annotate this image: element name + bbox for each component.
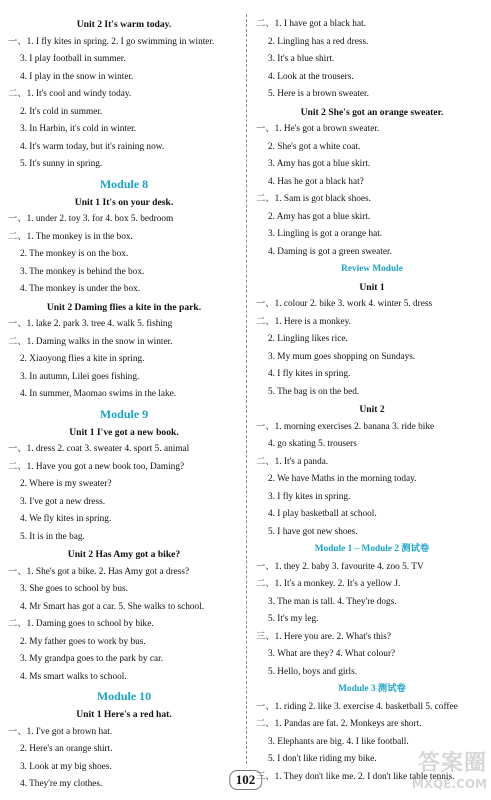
question-number: 二、 bbox=[8, 461, 27, 472]
answer-line: 3. The man is tall. 4. They're dogs. bbox=[268, 596, 397, 607]
answer-line bbox=[8, 459, 240, 477]
watermark-mark: 答案圈 bbox=[417, 751, 487, 776]
answer-line: 4. In summer, Maomao swims in the lake. bbox=[20, 389, 177, 399]
answer-line bbox=[256, 419, 488, 437]
answer-line bbox=[8, 34, 240, 52]
answer-line: 2. It's cold in summer. bbox=[20, 106, 103, 117]
question-number: 一、 bbox=[256, 299, 275, 309]
answer-line: 2. Here's an orange shirt. bbox=[20, 744, 113, 754]
answer-line: 3. Elephants are big. 4. I like football. bbox=[268, 736, 409, 747]
answer-text: 1. It's a panda. bbox=[274, 456, 329, 467]
answer-line: 3. The monkey is behind the box. bbox=[20, 266, 145, 277]
unit-heading: Unit 1 Here's a red hat. bbox=[76, 709, 172, 720]
answer-line: 2. Lingling likes rice. bbox=[268, 334, 348, 344]
answer-line: 3. Look at my big shoes. bbox=[20, 761, 112, 772]
section-heading: Module 3 测试卷 bbox=[338, 684, 406, 694]
answer-line: 4. Has he got a black hat? bbox=[268, 176, 364, 187]
unit-heading: Unit 1 bbox=[359, 281, 385, 293]
answer-line: 2. She's got a white coat. bbox=[268, 141, 361, 152]
question-number: 一、 bbox=[8, 726, 27, 737]
module-heading: Module 8 bbox=[99, 176, 149, 191]
question-number: 一、 bbox=[8, 36, 27, 47]
answer-text: 1. I fly kites in spring. 2. I go swimming in winter. bbox=[26, 36, 215, 47]
answer-line bbox=[8, 229, 240, 247]
question-number: 一、 bbox=[8, 566, 27, 577]
answer-line: 4. We fly kites in spring. bbox=[20, 514, 112, 524]
answer-line: 5. It's sunny in spring. bbox=[20, 159, 103, 169]
watermark-url: MXQE.COM bbox=[411, 777, 487, 791]
answer-line bbox=[8, 334, 240, 352]
answer-line bbox=[256, 121, 488, 139]
answer-text: 1. She's got a bike. 2. Has Amy got a dress? bbox=[26, 566, 190, 577]
answer-line: 4. go skating 5. trousers bbox=[268, 439, 357, 449]
answer-line bbox=[256, 769, 488, 787]
left-column bbox=[8, 16, 240, 794]
answer-line: 5. It is in the bag. bbox=[20, 531, 85, 542]
answer-line bbox=[256, 699, 488, 717]
answer-line bbox=[8, 316, 240, 334]
answer-line bbox=[8, 86, 240, 104]
answer-line bbox=[256, 314, 488, 332]
answer-text: 1. riding 2. like 3. exercise 4. basketball 5. coffee bbox=[274, 701, 458, 712]
answer-line bbox=[256, 191, 488, 209]
answer-line: 3. Lingling is got a orange hat. bbox=[268, 229, 383, 239]
answer-text: 1. It's cool and windy today. bbox=[26, 89, 132, 99]
question-number: 二、 bbox=[256, 194, 275, 204]
answer-line: 3. My mum goes shopping on Sundays. bbox=[268, 351, 416, 362]
answer-line: 4. I play in the snow in winter. bbox=[20, 71, 134, 82]
answer-line bbox=[256, 296, 488, 314]
answer-line: 4. I play basketball at school. bbox=[268, 509, 377, 519]
answer-line: 4. Daming is got a green sweater. bbox=[268, 246, 392, 257]
answer-line bbox=[8, 441, 240, 459]
module-heading: Module 10 bbox=[96, 689, 152, 703]
section-heading: Module 1 – Module 2 测试卷 bbox=[314, 544, 430, 554]
answer-line: 2. Xiaoyong flies a kite in spring. bbox=[20, 354, 145, 364]
answer-line: 3. I fly kites in spring. bbox=[268, 491, 351, 502]
question-number: 二、 bbox=[256, 19, 275, 29]
unit-heading: Unit 2 She's got an orange sweater. bbox=[300, 106, 444, 118]
answer-line: 3. What are they? 4. What colour? bbox=[268, 649, 396, 659]
answer-text: 1. Sam is got black shoes. bbox=[274, 194, 371, 204]
unit-heading: Unit 1 I've got a new book. bbox=[69, 426, 179, 438]
answer-line: 4. I fly kites in spring. bbox=[268, 369, 351, 379]
answer-line: 5. Hello, boys and girls. bbox=[268, 666, 358, 677]
answer-text: 1. I've got a brown hat. bbox=[26, 726, 113, 737]
answer-line bbox=[256, 16, 488, 34]
unit-heading: Unit 2 Has Amy got a bike? bbox=[67, 549, 181, 560]
question-number: 二、 bbox=[8, 336, 27, 347]
answer-line bbox=[8, 564, 240, 582]
answer-line: 5. It's my leg. bbox=[268, 614, 319, 624]
question-number: 二、 bbox=[8, 89, 27, 99]
answer-line: 5. I don't like riding my bike. bbox=[268, 754, 377, 764]
answer-text: 1. He's got a brown sweater. bbox=[274, 124, 380, 134]
question-number: 一、 bbox=[256, 701, 275, 712]
answer-line: 4. They're my clothes. bbox=[20, 779, 103, 789]
answer-line bbox=[256, 454, 488, 472]
question-number: 二、 bbox=[256, 456, 275, 467]
answer-text: 1. I have got a black hat. bbox=[274, 19, 366, 29]
answer-text: 1. It's a monkey. 2. It's a yellow J. bbox=[274, 579, 401, 589]
section-heading: Review Module bbox=[341, 264, 403, 274]
answer-text: 1. Daming walks in the snow in winter. bbox=[26, 336, 173, 347]
answer-text: 1. Daming goes to school by bike. bbox=[26, 619, 154, 629]
answer-line bbox=[256, 716, 488, 734]
question-number: 一、 bbox=[8, 444, 27, 454]
answer-text: 1. Here is a monkey. bbox=[274, 316, 351, 327]
question-number: 一、 bbox=[8, 319, 27, 329]
answer-text: 1. colour 2. bike 3. work 4. winter 5. dress bbox=[274, 299, 433, 309]
answer-line bbox=[8, 724, 240, 742]
answer-line: 3. My grandpa goes to the park by car. bbox=[20, 654, 164, 664]
answer-line: 4. The monkey is under the box. bbox=[20, 284, 141, 294]
answer-line: 2. The monkey is on the box. bbox=[20, 249, 129, 259]
page-number: 102 bbox=[229, 770, 263, 790]
answer-text: 1. dress 2. coat 3. sweater 4. sport 5. animal bbox=[26, 444, 190, 454]
answer-line: 3. She goes to school by bus. bbox=[20, 584, 128, 594]
answer-line: 3. I've got a new dress. bbox=[20, 496, 106, 507]
answer-line bbox=[256, 576, 488, 594]
unit-heading: Unit 1 It's on your desk. bbox=[74, 196, 174, 208]
question-number: 二、 bbox=[256, 316, 275, 327]
answer-text: 1. Have you got a new book too, Daming? bbox=[26, 461, 185, 472]
unit-heading: Unit 2 Daming flies a kite in the park. bbox=[46, 301, 202, 313]
answer-line: 4. Ms smart walks to school. bbox=[20, 671, 127, 682]
answer-line: 2. Lingling has a red dress. bbox=[268, 36, 369, 47]
answer-line bbox=[8, 616, 240, 634]
right-column bbox=[256, 16, 488, 786]
answer-line bbox=[8, 211, 240, 229]
answer-line: 3. In Harbin, it's cold in winter. bbox=[20, 124, 137, 134]
question-number: 三、 bbox=[256, 771, 275, 782]
unit-heading: Unit 2 bbox=[359, 404, 385, 415]
answer-line: 4. It's warm today, but it's raining now. bbox=[20, 141, 165, 152]
question-number: 二、 bbox=[256, 719, 275, 729]
answer-line: 5. I have got new shoes. bbox=[268, 526, 358, 537]
question-number: 一、 bbox=[256, 421, 275, 432]
answer-line bbox=[256, 629, 488, 647]
answer-text: 1. They don't like me. 2. I don't like table tennis. bbox=[274, 771, 455, 782]
question-number: 一、 bbox=[256, 124, 275, 134]
answer-line: 2. Amy has got a blue skirt. bbox=[268, 211, 371, 222]
question-number: 二、 bbox=[8, 619, 27, 629]
column-divider bbox=[246, 14, 247, 764]
answer-line: 3. In autumn, Lilei goes fishing. bbox=[20, 371, 140, 382]
question-number: 三、 bbox=[256, 631, 275, 642]
answer-line: 3. I play football in summer. bbox=[20, 54, 126, 64]
question-number: 一、 bbox=[256, 561, 275, 572]
answer-line: 5. Here is a brown sweater. bbox=[268, 89, 369, 99]
answer-line: 2. My father goes to work by bus. bbox=[20, 636, 146, 647]
answer-line: 4. Mr Smart has got a car. 5. She walks to school. bbox=[20, 601, 205, 612]
question-number: 二、 bbox=[8, 231, 27, 242]
answer-text: 1. The monkey is in the box. bbox=[26, 231, 133, 242]
unit-heading: Unit 2 It's warm today. bbox=[76, 19, 172, 30]
answer-text: 1. morning exercises 2. banana 3. ride bike bbox=[274, 421, 435, 432]
answer-text: 1. lake 2. park 3. tree 4. walk 5. fishing bbox=[26, 319, 173, 329]
answer-line: 3. Amy has got a blue skirt. bbox=[268, 159, 371, 169]
module-heading: Module 9 bbox=[99, 406, 149, 421]
answer-text: 1. Here you are. 2. What's this? bbox=[274, 631, 391, 642]
answer-text: 1. Pandas are fat. 2. Monkeys are short. bbox=[274, 719, 422, 729]
answer-line: 3. It's a blue shirt. bbox=[268, 54, 335, 64]
answer-text: 1. under 2. toy 3. for 4. box 5. bedroom bbox=[26, 214, 174, 224]
answer-text: 1. they 2. baby 3. favourite 4. zoo 5. TV bbox=[274, 561, 424, 572]
answer-line: 4. Look at the trousers. bbox=[268, 71, 354, 82]
answer-line: 2. Where is my sweater? bbox=[20, 479, 112, 489]
answer-line bbox=[256, 559, 488, 577]
question-number: 二、 bbox=[256, 579, 275, 589]
answer-line: 5. The bag is on the bed. bbox=[268, 386, 360, 397]
answer-line: 2. We have Maths in the morning today. bbox=[268, 474, 417, 484]
question-number: 一、 bbox=[8, 214, 27, 224]
